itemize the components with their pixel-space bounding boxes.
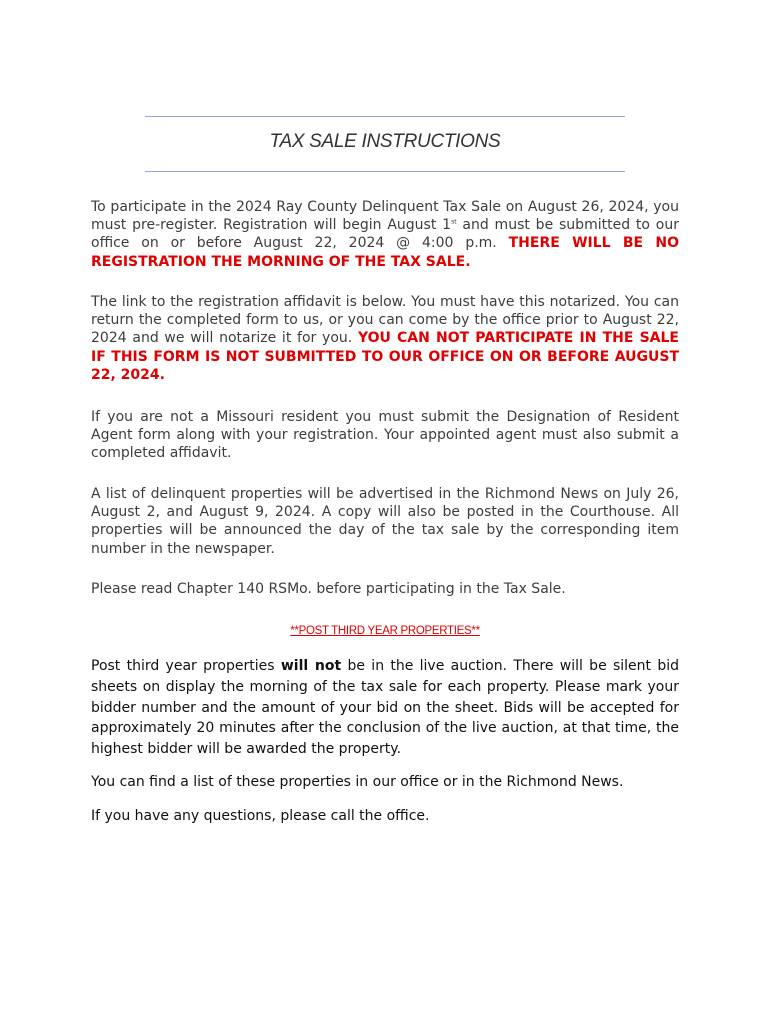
registration-text: To participate in the 2024 Ray County Delinquent Tax Sale on August 26, 2024, you must pre-register. Registration will begin August 1 [91,199,679,234]
affidavit-text: The link to the registration affidavit is below. You must have this notarized. You can return the completed form to us, or you can come by the office prior to August 22, 2024 and we will notarize it for you. [91,294,679,347]
post-third-year-text-end: be in the live auction. There will be silent bid sheets on display the morning of the tax sale for each property. Please mark your bidder number and the amount of your bid on the sheet. Bids will be accepted for approximately 20 minutes after the conclusion of the live auction, at that time, the highest bidder will be awarded the property. [91,658,680,758]
will-not-emphasis: will not [280,658,342,674]
post-third-year-heading: **POST THIRD YEAR PROPERTIES** [290,625,480,637]
property-list-paragraph: You can find a list of these properties in our office or in the Richmond News. [91,774,624,790]
no-registration-warning: THERE WILL BE NO REGISTRATION THE MORNING OF THE TAX SALE. [91,235,679,270]
title-top-rule [145,116,625,117]
affidavit-warning: YOU CAN NOT PARTICIPATE IN THE SALE IF THIS FORM IS NOT SUBMITTED TO OUR OFFICE ON OR BEFORE AUGUST 22, 2024. [91,330,679,383]
nonresident-paragraph: If you are not a Missouri resident you must submit the Designation of Resident Agent form along with your registration. Your appointed agent must also submit a completed affidavit. [91,409,679,462]
advertising-paragraph: A list of delinquent properties will be advertised in the Richmond News on July 26, August 2, and August 9, 2024. A copy will also be posted in the Courthouse. All properties will be announced the day of the tax sale by the corresponding item number in the newspaper. [91,486,679,557]
ordinal-suffix: st [451,218,457,226]
questions-paragraph: If you have any questions, please call the office. [91,808,430,824]
registration-paragraph [91,198,679,271]
post-third-year-paragraph [91,656,679,760]
chapter-reference-paragraph: Please read Chapter 140 RSMo. before participating in the Tax Sale. [91,581,566,597]
registration-deadline-text: and must be submitted to our office on or before August 22, 2024 @ 4:00 p.m. [91,217,679,252]
post-third-year-text-start: Post third year properties [91,658,281,674]
affidavit-paragraph [91,293,679,384]
title-bottom-rule [145,171,625,172]
page-title: TAX SALE INSTRUCTIONS [269,131,501,152]
